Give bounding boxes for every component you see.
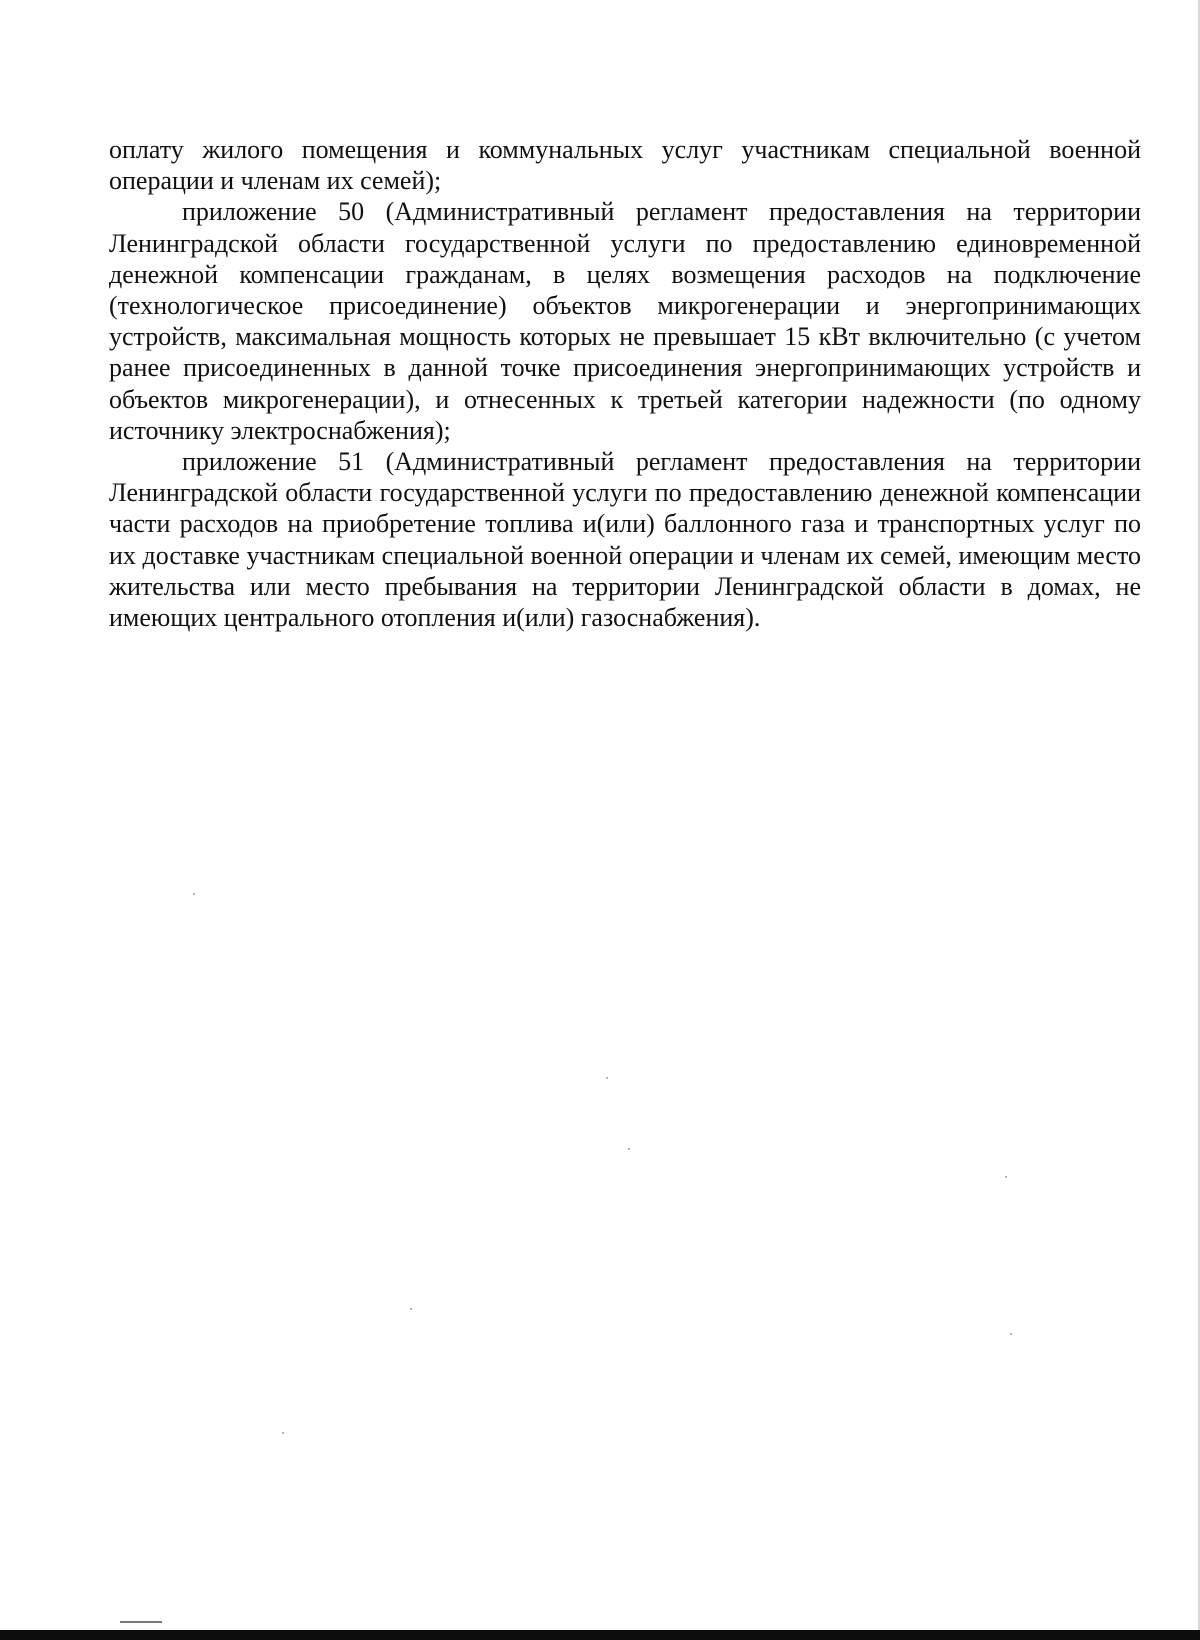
paragraph-appendix-51: приложение 51 (Административный регламент предоставления на территории Ленинградской области государственной услуги по предоставлению денежной компенсации части расходов на приобретение топлива и(или) баллонного газа и транспортных услуг по их доставке участникам специальной военной операции и членам их семей, имеющим место жительства или место пребывания на территории Ленинградской области в домах, не имеющих центрального отопления и(или) газоснабжения). (109, 447, 1141, 633)
scan-artifact (120, 1621, 162, 1623)
scan-speck (628, 1148, 630, 1150)
scan-speck (410, 1308, 412, 1310)
scan-speck (282, 1432, 284, 1434)
scan-bottom-edge (0, 1630, 1200, 1640)
scan-speck (606, 1077, 608, 1079)
scan-speck (1010, 1333, 1012, 1335)
scan-speck (193, 893, 195, 895)
paragraph-appendix-50: приложение 50 (Административный регламент предоставления на территории Ленинградской области государственной услуги по предоставлению единовременной денежной компенсации гражданам, в целях возмещения расходов на подключение (технологическое присоединение) объектов микрогенерации и энергопринимающих устройств, максимальная мощность которых не превышает 15 кВт включительно (с учетом ранее присоединенных в данной точке присоединения энергопринимающих устройств и объектов микрогенерации), и отнесенных к третьей категории надежности (по одному источнику электроснабжения); (109, 197, 1141, 445)
document-body (109, 134, 1141, 633)
scan-speck (1005, 1176, 1007, 1178)
paragraph-continuation: оплату жилого помещения и коммунальных услуг участникам специальной военной операции и членам их семей); (109, 135, 1141, 196)
